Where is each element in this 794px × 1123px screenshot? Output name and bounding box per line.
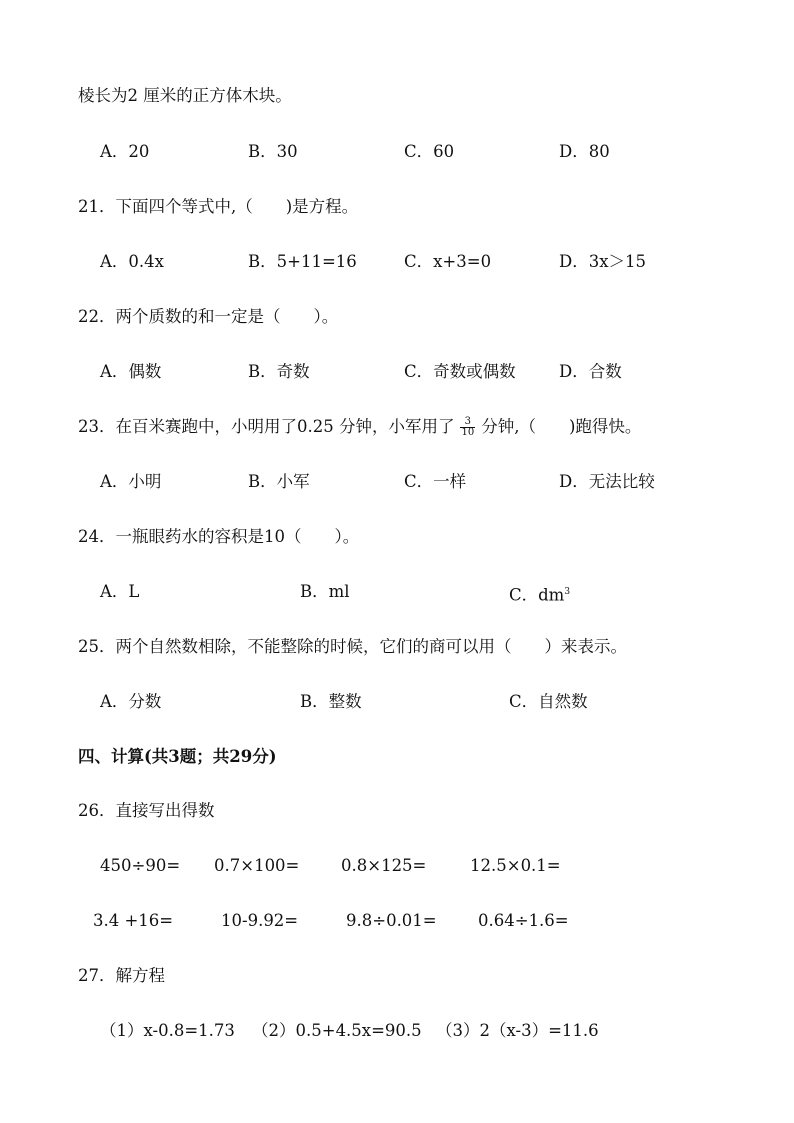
q22-option-c: C．奇数或偶数 — [404, 362, 516, 381]
q26-row2-item-4: 0.64÷1.6= — [478, 911, 569, 930]
q25-option-a: A．分数 — [100, 692, 162, 711]
cubic-superscript: 3 — [564, 587, 571, 597]
section-4-heading: 四、计算(共3题；共29分) — [78, 747, 277, 766]
q24-option-b: B．ml — [300, 582, 350, 601]
q23-stem-before: 23．在百米赛跑中，小明用了0.25 分钟，小军用了 — [78, 417, 455, 436]
q20-option-b: B．30 — [248, 142, 298, 161]
q27-equation-3: （3）2（x-3）=11.6 — [436, 1021, 599, 1040]
q24-option-a: A．L — [100, 582, 140, 601]
q26-row1-item-3: 0.8×125= — [341, 856, 427, 875]
q24-option-c — [509, 581, 570, 607]
q22-option-d: D．合数 — [559, 362, 622, 381]
question-22-stem: 22．两个质数的和一定是（ ）。 — [78, 307, 339, 326]
q20-option-a: A．20 — [100, 142, 150, 161]
q24-option-c-text: C．dm — [509, 585, 565, 605]
q21-option-b: B．5+11=16 — [248, 252, 357, 271]
q27-equation-1: （1）x-0.8=1.73 — [100, 1021, 235, 1040]
question-25-stem: 25．两个自然数相除，不能整除的时候，它们的商可以用（ ）来表示。 — [78, 637, 627, 656]
q25-option-c: C．自然数 — [509, 692, 588, 711]
fraction-denominator: 10 — [461, 427, 475, 438]
q22-option-a: A．偶数 — [100, 362, 162, 381]
q25-option-b: B．整数 — [300, 692, 362, 711]
q23-option-b: B．小军 — [248, 472, 310, 491]
question-26-stem: 26．直接写出得数 — [78, 801, 215, 820]
q26-row2-item-1: 3.4 +16= — [93, 911, 174, 930]
q22-option-b: B．奇数 — [248, 362, 310, 381]
q20-option-d: D．80 — [559, 142, 610, 161]
question-27-stem: 27．解方程 — [78, 966, 165, 985]
q23-option-d: D．无法比较 — [559, 472, 655, 491]
q26-row1-item-4: 12.5×0.1= — [470, 856, 561, 875]
q21-option-a: A．0.4x — [100, 252, 164, 271]
fraction-three-tenths — [460, 417, 475, 438]
q26-row1-item-2: 0.7×100= — [214, 856, 300, 875]
q21-option-c: C．x+3=0 — [404, 252, 492, 271]
q26-row1-item-1: 450÷90= — [100, 856, 181, 875]
q26-row2-item-3: 9.8÷0.01= — [346, 911, 437, 930]
question-21-stem: 21．下面四个等式中,（ )是方程。 — [78, 197, 359, 216]
q20-option-c: C．60 — [404, 142, 455, 161]
q23-option-a: A．小明 — [100, 472, 162, 491]
q21-option-d: D．3x＞15 — [559, 252, 647, 271]
q23-stem-after: 分钟,（ )跑得快。 — [481, 417, 642, 436]
question-20-stem-tail: 棱长为2 厘米的正方体木块。 — [78, 86, 292, 105]
question-23-stem — [78, 416, 641, 438]
q27-equation-2: （2）0.5+4.5x=90.5 — [252, 1021, 422, 1040]
question-24-stem: 24．一瓶眼药水的容积是10（ ）。 — [78, 527, 360, 546]
q26-row2-item-2: 10-9.92= — [221, 911, 299, 930]
fraction-numerator: 3 — [460, 417, 475, 428]
q23-option-c: C．一样 — [404, 472, 467, 491]
